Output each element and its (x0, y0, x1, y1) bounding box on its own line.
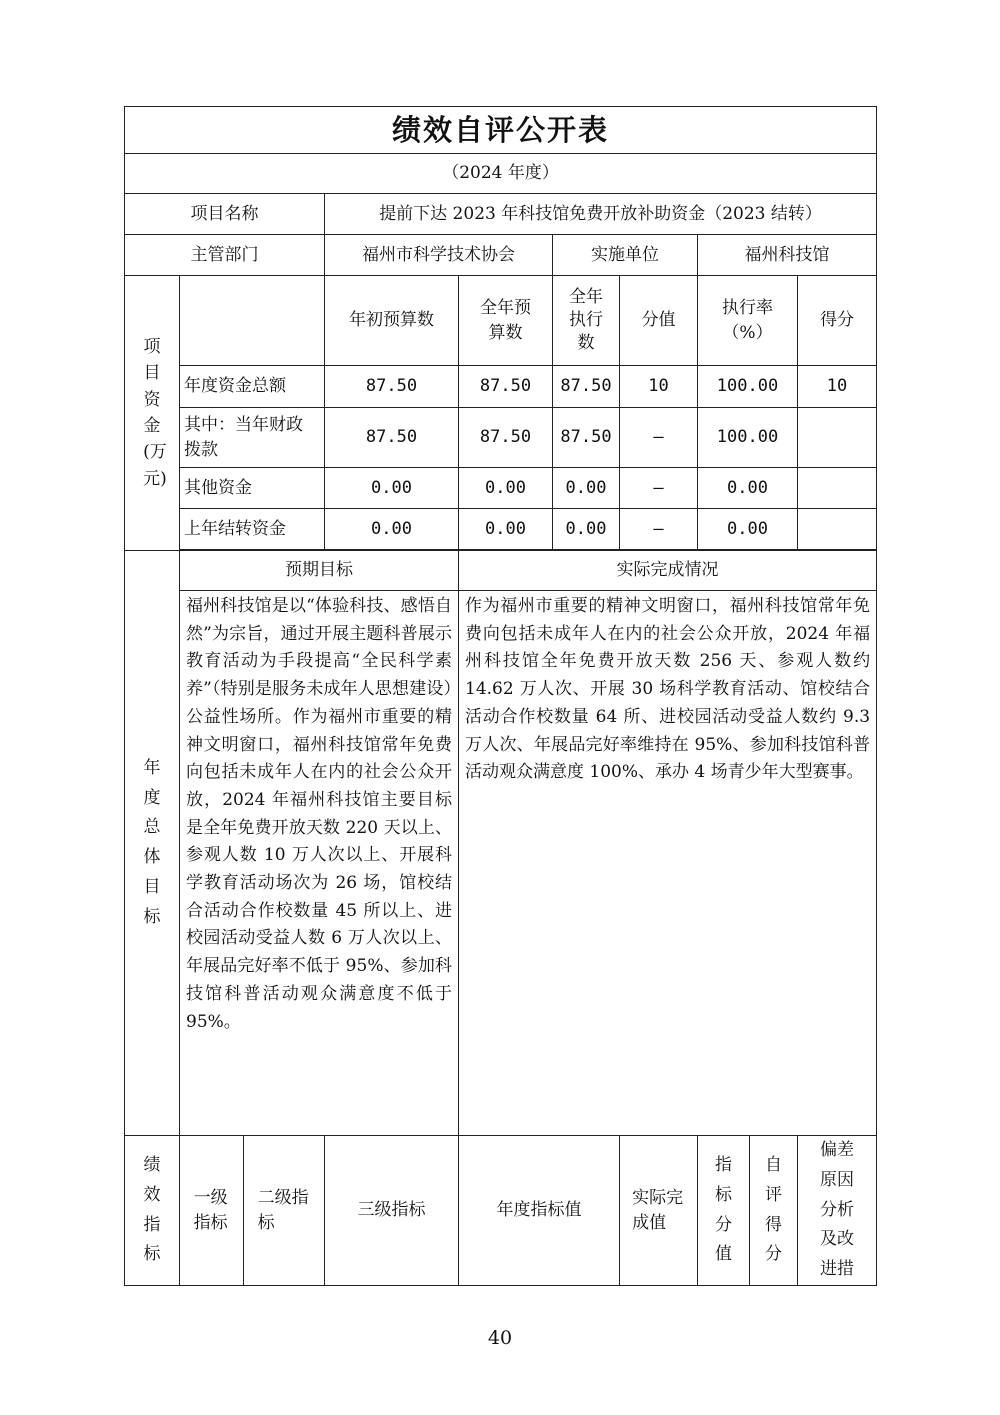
funds-row-score (798, 509, 877, 550)
funds-row-label: 其他资金 (180, 468, 325, 509)
funds-row-annual: 87.50 (459, 408, 553, 468)
indicator-header-self-score (750, 1136, 798, 1286)
expected-goal-label: 预期目标 (180, 551, 459, 591)
project-name-value: 提前下达 2023 年科技馆免费开放补助资金（2023 结转） (325, 194, 877, 235)
funds-row-initial: 0.00 (325, 509, 459, 550)
impl-unit-label: 实施单位 (553, 235, 698, 276)
impl-unit-value: 福州科技馆 (698, 235, 877, 276)
indicator-header-deviation (798, 1136, 877, 1286)
indicator-header-level1 (180, 1136, 244, 1286)
funds-row (125, 468, 877, 509)
indicator-header-level2 (244, 1136, 325, 1286)
funds-row (125, 408, 877, 468)
funds-row-score-value: 10 (620, 366, 698, 408)
indicators-section-text: 绩效指标 (143, 1155, 161, 1265)
indicators-section-label (125, 1136, 180, 1286)
funds-row-annual: 87.50 (459, 366, 553, 408)
goals-section-label (125, 551, 180, 1136)
funds-section-label (125, 276, 180, 551)
indicator-header-score-value-text: 指标分值 (715, 1155, 732, 1265)
indicator-header-actual-text: 实际完成值 (632, 1187, 684, 1233)
funds-row-score-value: — (620, 509, 698, 550)
performance-form (124, 106, 877, 1286)
dept-label: 主管部门 (125, 235, 325, 276)
funds-row-score (798, 468, 877, 509)
funds-row-rate: 100.00 (698, 408, 798, 468)
funds-header-score-value: 分值 (620, 276, 698, 366)
page-number: 40 (487, 1327, 513, 1349)
form-title: 绩效自评公开表 (125, 107, 877, 154)
funds-header-initial: 年初预算数 (325, 276, 459, 366)
goals-section-text: 年度总体目标 (143, 757, 161, 927)
funds-row-initial: 87.50 (325, 366, 459, 408)
funds-row-label: 上年结转资金 (180, 509, 325, 550)
indicator-header-actual (620, 1136, 698, 1286)
indicator-header-level1-text: 一级指标 (193, 1187, 228, 1233)
actual-result-text: 作为福州市重要的精神文明窗口，福州科技馆常年免费向包括未成年人在内的社会公众开放，2024 年福州科技馆全年免费开放天数 256 天、参观人数约 14.62 万人次、开展 30 场科学教育活动、馆校结合活动合作校数量 64 所、进校园活动受益人数约 9.3 万人次、年展品完好率维持在 95%、参加科技馆科普活动观众满意度 100%、承办 4 场青少年大型赛事。 (459, 591, 877, 1136)
funds-section-text: 项目资金(万元) (143, 336, 167, 489)
indicator-header-annual-target: 年度指标值 (459, 1136, 620, 1286)
funds-header-annual: 全年预算数 (459, 276, 553, 366)
funds-row (125, 366, 877, 408)
funds-row-initial: 0.00 (325, 468, 459, 509)
funds-header-rate: 执行率（%） (698, 276, 798, 366)
funds-header-executed: 全年执行数 (553, 276, 620, 366)
funds-row-executed: 0.00 (553, 468, 620, 509)
funds-row-rate: 100.00 (698, 366, 798, 408)
funds-row-executed: 87.50 (553, 408, 620, 468)
funds-header-score: 得分 (798, 276, 877, 366)
dept-value: 福州市科学技术协会 (325, 235, 553, 276)
indicator-header-deviation-text: 偏差原因分析及改进措 (820, 1140, 855, 1280)
funds-row-initial: 87.50 (325, 408, 459, 468)
funds-row-annual: 0.00 (459, 468, 553, 509)
funds-row-score-value: — (620, 408, 698, 468)
funds-row (125, 509, 877, 550)
indicator-header-level2-text: 二级指标 (257, 1187, 309, 1233)
funds-row-label: 年度资金总额 (180, 366, 325, 408)
funds-row-annual: 0.00 (459, 509, 553, 550)
funds-row-rate: 0.00 (698, 509, 798, 550)
form-year: （2024 年度） (125, 154, 877, 194)
funds-row-label: 其中：当年财政拨款 (180, 408, 325, 468)
project-name-label: 项目名称 (125, 194, 325, 235)
indicator-header-level3: 三级指标 (325, 1136, 459, 1286)
funds-row-executed: 0.00 (553, 509, 620, 550)
funds-row-score: 10 (798, 366, 877, 408)
funds-row-rate: 0.00 (698, 468, 798, 509)
indicator-header-score-value (698, 1136, 750, 1286)
actual-result-label: 实际完成情况 (459, 551, 877, 591)
indicator-header-self-score-text: 自评得分 (765, 1155, 782, 1265)
funds-header-blank (180, 276, 325, 366)
funds-row-score (798, 408, 877, 468)
funds-row-score-value: — (620, 468, 698, 509)
expected-goal-text: 福州科技馆是以“体验科技、感悟自然”为宗旨，通过开展主题科普展示教育活动为手段提高“全民科学素养”（特别是服务未成年人思想建设）公益性场所。作为福州市重要的精神文明窗口，福州科技馆常年免费向包括未成年人在内的社会公众开放，2024 年福州科技馆主要目标是全年免费开放天数 220 天以上、参观人数 10 万人次以上、开展科学教育活动场次为 26 场，馆校结合活动合作校数量 45 所以上、进校园活动受益人数 6 万人次以上、年展品完好率不低于 95%、参加科技馆科普活动观众满意度不低于 95%。 (180, 591, 459, 1136)
funds-row-executed: 87.50 (553, 366, 620, 408)
